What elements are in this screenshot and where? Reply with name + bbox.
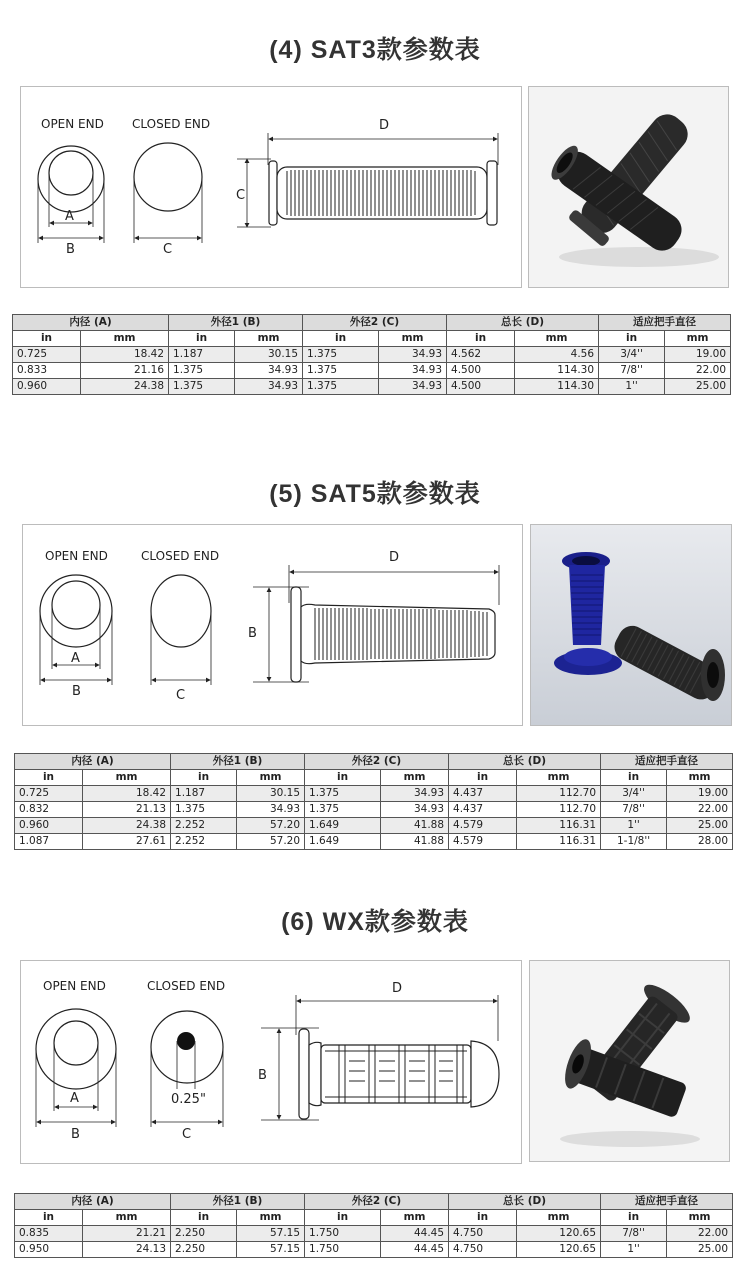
unit-header: in	[449, 1210, 517, 1226]
cell: 120.65	[517, 1226, 601, 1242]
cell: 4.579	[449, 834, 517, 850]
cell: 30.15	[237, 786, 305, 802]
cell: 25.00	[667, 1242, 733, 1258]
cell: 7/8''	[601, 802, 667, 818]
cell: 1.649	[305, 818, 381, 834]
sat5-dimension-diagram	[22, 524, 523, 726]
cell: 24.38	[81, 379, 169, 395]
cell: 57.20	[237, 834, 305, 850]
closed-end-label: CLOSED END	[141, 549, 220, 563]
cell: 18.42	[81, 347, 169, 363]
cell: 21.16	[81, 363, 169, 379]
cell: 30.15	[235, 347, 303, 363]
cell: 24.13	[83, 1242, 171, 1258]
cell: 3/4''	[599, 347, 665, 363]
cell: 112.70	[517, 802, 601, 818]
header-inner-diameter: 内径 (A)	[15, 1194, 171, 1210]
cell: 24.38	[83, 818, 171, 834]
table-row	[13, 379, 731, 395]
cell: 21.21	[83, 1226, 171, 1242]
wx-dimension-diagram	[20, 960, 522, 1164]
header-outer-diameter-2: 外径2 (C)	[305, 1194, 449, 1210]
dimension-a-label: A	[70, 1091, 79, 1106]
cell: 7/8''	[599, 363, 665, 379]
cell: 0.725	[13, 347, 81, 363]
cell: 25.00	[665, 379, 731, 395]
cell: 1.750	[305, 1226, 381, 1242]
dimension-b-side-label: B	[258, 1068, 267, 1083]
dimension-b-label: B	[71, 1127, 80, 1142]
cell: 25.00	[667, 818, 733, 834]
unit-header: mm	[81, 331, 169, 347]
cell: 4.500	[447, 363, 515, 379]
unit-header: in	[447, 331, 515, 347]
unit-header: in	[601, 1210, 667, 1226]
cell: 4.750	[449, 1242, 517, 1258]
cell: 114.30	[515, 363, 599, 379]
cell: 1.375	[305, 786, 381, 802]
sat3-dimension-diagram	[20, 86, 522, 288]
cell: 116.31	[517, 818, 601, 834]
unit-header: in	[13, 331, 81, 347]
cell: 1.187	[169, 347, 235, 363]
cell: 1.375	[169, 379, 235, 395]
closed-end-circle	[134, 143, 202, 211]
wx-spec-table	[14, 1193, 733, 1258]
open-end-label: OPEN END	[45, 549, 108, 563]
cell: 44.45	[381, 1242, 449, 1258]
sat3-grip-side-view	[269, 161, 497, 225]
table-row	[15, 834, 733, 850]
cell: 1''	[599, 379, 665, 395]
closed-end-label: CLOSED END	[132, 117, 211, 131]
open-end-inner-circle	[54, 1021, 98, 1065]
cell: 57.15	[237, 1242, 305, 1258]
header-total-length: 总长 (D)	[447, 315, 599, 331]
unit-header: mm	[83, 770, 171, 786]
cell: 4.437	[449, 786, 517, 802]
cell: 1.375	[303, 347, 379, 363]
dimension-a-label: A	[65, 209, 74, 224]
cell: 1.375	[305, 802, 381, 818]
open-end-label: OPEN END	[41, 117, 104, 131]
cell: 120.65	[517, 1242, 601, 1258]
cell: 34.93	[379, 379, 447, 395]
cell: 2.252	[171, 818, 237, 834]
unit-header: in	[15, 770, 83, 786]
dimension-b-label: B	[72, 684, 81, 699]
header-total-length: 总长 (D)	[449, 1194, 601, 1210]
header-handlebar-diameter: 适应把手直径	[601, 1194, 733, 1210]
header-inner-diameter: 内径 (A)	[13, 315, 169, 331]
cell: 4.56	[515, 347, 599, 363]
open-end-label: OPEN END	[43, 979, 106, 993]
cell: 1.649	[305, 834, 381, 850]
cell: 34.93	[379, 363, 447, 379]
cell: 0.725	[15, 786, 83, 802]
unit-header: mm	[83, 1210, 171, 1226]
header-handlebar-diameter: 适应把手直径	[601, 754, 733, 770]
section-title-sat5: (5) SAT5款参数表	[269, 480, 481, 508]
unit-header: in	[305, 1210, 381, 1226]
table-row	[15, 802, 733, 818]
header-outer-diameter-2: 外径2 (C)	[303, 315, 447, 331]
unit-header: in	[599, 331, 665, 347]
unit-header: mm	[667, 770, 733, 786]
cell: 1''	[601, 818, 667, 834]
dimension-c-label: C	[176, 688, 186, 703]
cell: 57.20	[237, 818, 305, 834]
cell: 34.93	[381, 786, 449, 802]
open-end-outer-circle	[40, 575, 112, 647]
cell: 4.437	[449, 802, 517, 818]
dimension-b-side-label: B	[248, 626, 257, 641]
cell: 34.93	[381, 802, 449, 818]
cell: 34.93	[237, 802, 305, 818]
unit-header: mm	[237, 770, 305, 786]
dimension-a-label: A	[71, 651, 80, 666]
dimension-d-label: D	[379, 118, 390, 133]
cell: 1.087	[15, 834, 83, 850]
unit-header: in	[171, 1210, 237, 1226]
cell: 1.375	[169, 363, 235, 379]
unit-header: in	[601, 770, 667, 786]
header-handlebar-diameter: 适应把手直径	[599, 315, 731, 331]
table-row	[15, 786, 733, 802]
unit-header: in	[305, 770, 381, 786]
cell: 1.187	[171, 786, 237, 802]
sat5-product-photo	[530, 524, 732, 726]
cell: 1-1/8''	[601, 834, 667, 850]
cell: 4.579	[449, 818, 517, 834]
dimension-b-label: B	[66, 242, 75, 257]
closed-end-hole	[177, 1032, 195, 1050]
sat5-spec-table	[14, 753, 733, 850]
dimension-c-side-label: C	[236, 188, 246, 203]
unit-header: in	[15, 1210, 83, 1226]
open-end-inner-circle	[49, 151, 93, 195]
cell: 114.30	[515, 379, 599, 395]
cell: 1.375	[171, 802, 237, 818]
unit-header: in	[171, 770, 237, 786]
cell: 2.250	[171, 1242, 237, 1258]
closed-end-circle	[151, 575, 211, 647]
cell: 1.375	[303, 363, 379, 379]
cell: 1.375	[303, 379, 379, 395]
cell: 41.88	[381, 834, 449, 850]
header-inner-diameter: 内径 (A)	[15, 754, 171, 770]
cell: 0.960	[13, 379, 81, 395]
cell: 0.960	[15, 818, 83, 834]
dimension-d-label: D	[389, 550, 400, 565]
unit-header: mm	[379, 331, 447, 347]
table-row	[15, 1226, 733, 1242]
unit-header: mm	[237, 1210, 305, 1226]
cell: 7/8''	[601, 1226, 667, 1242]
cell: 34.93	[235, 363, 303, 379]
cell: 1.750	[305, 1242, 381, 1258]
cell: 4.562	[447, 347, 515, 363]
sat3-spec-table	[12, 314, 731, 395]
cell: 0.832	[15, 802, 83, 818]
cell: 28.00	[667, 834, 733, 850]
header-outer-diameter-1: 外径1 (B)	[171, 1194, 305, 1210]
unit-header: mm	[381, 770, 449, 786]
cell: 0.835	[15, 1226, 83, 1242]
cell: 22.00	[665, 363, 731, 379]
cell: 41.88	[381, 818, 449, 834]
unit-header: mm	[515, 331, 599, 347]
sat5-grip-side-view	[291, 587, 495, 682]
open-end-inner-circle	[52, 581, 100, 629]
cell: 22.00	[667, 802, 733, 818]
cell: 22.00	[667, 1226, 733, 1242]
table-row	[13, 347, 731, 363]
cell: 3/4''	[601, 786, 667, 802]
cell: 19.00	[667, 786, 733, 802]
open-end-outer-circle	[38, 146, 104, 212]
section-title-sat3: (4) SAT3款参数表	[269, 36, 481, 64]
header-outer-diameter-2: 外径2 (C)	[305, 754, 449, 770]
unit-header: mm	[381, 1210, 449, 1226]
cell: 112.70	[517, 786, 601, 802]
cell: 4.500	[447, 379, 515, 395]
dimension-d-label: D	[392, 981, 403, 996]
cell: 27.61	[83, 834, 171, 850]
header-total-length: 总长 (D)	[449, 754, 601, 770]
table-row	[15, 1242, 733, 1258]
unit-header: in	[303, 331, 379, 347]
header-outer-diameter-1: 外径1 (B)	[169, 315, 303, 331]
cell: 18.42	[83, 786, 171, 802]
table-row	[13, 363, 731, 379]
unit-header: mm	[517, 770, 601, 786]
cell: 0.950	[15, 1242, 83, 1258]
wx-grip-side-view	[299, 1029, 499, 1119]
cell: 34.93	[235, 379, 303, 395]
unit-header: mm	[665, 331, 731, 347]
cell: 4.750	[449, 1226, 517, 1242]
cell: 34.93	[379, 347, 447, 363]
cell: 44.45	[381, 1226, 449, 1242]
cell: 0.833	[13, 363, 81, 379]
unit-header: mm	[235, 331, 303, 347]
dimension-c-label: C	[163, 242, 173, 257]
hole-diameter-label: 0.25"	[171, 1092, 206, 1107]
cell: 19.00	[665, 347, 731, 363]
unit-header: mm	[667, 1210, 733, 1226]
closed-end-label: CLOSED END	[147, 979, 226, 993]
unit-header: mm	[517, 1210, 601, 1226]
dimension-c-label: C	[182, 1127, 192, 1142]
section-title-wx: (6) WX款参数表	[281, 908, 469, 936]
cell: 2.250	[171, 1226, 237, 1242]
cell: 2.252	[171, 834, 237, 850]
unit-header: in	[449, 770, 517, 786]
table-row	[15, 818, 733, 834]
wx-product-photo	[529, 960, 730, 1162]
cell: 1''	[601, 1242, 667, 1258]
cell: 57.15	[237, 1226, 305, 1242]
cell: 21.13	[83, 802, 171, 818]
cell: 116.31	[517, 834, 601, 850]
unit-header: in	[169, 331, 235, 347]
sat3-product-photo	[528, 86, 729, 288]
header-outer-diameter-1: 外径1 (B)	[171, 754, 305, 770]
